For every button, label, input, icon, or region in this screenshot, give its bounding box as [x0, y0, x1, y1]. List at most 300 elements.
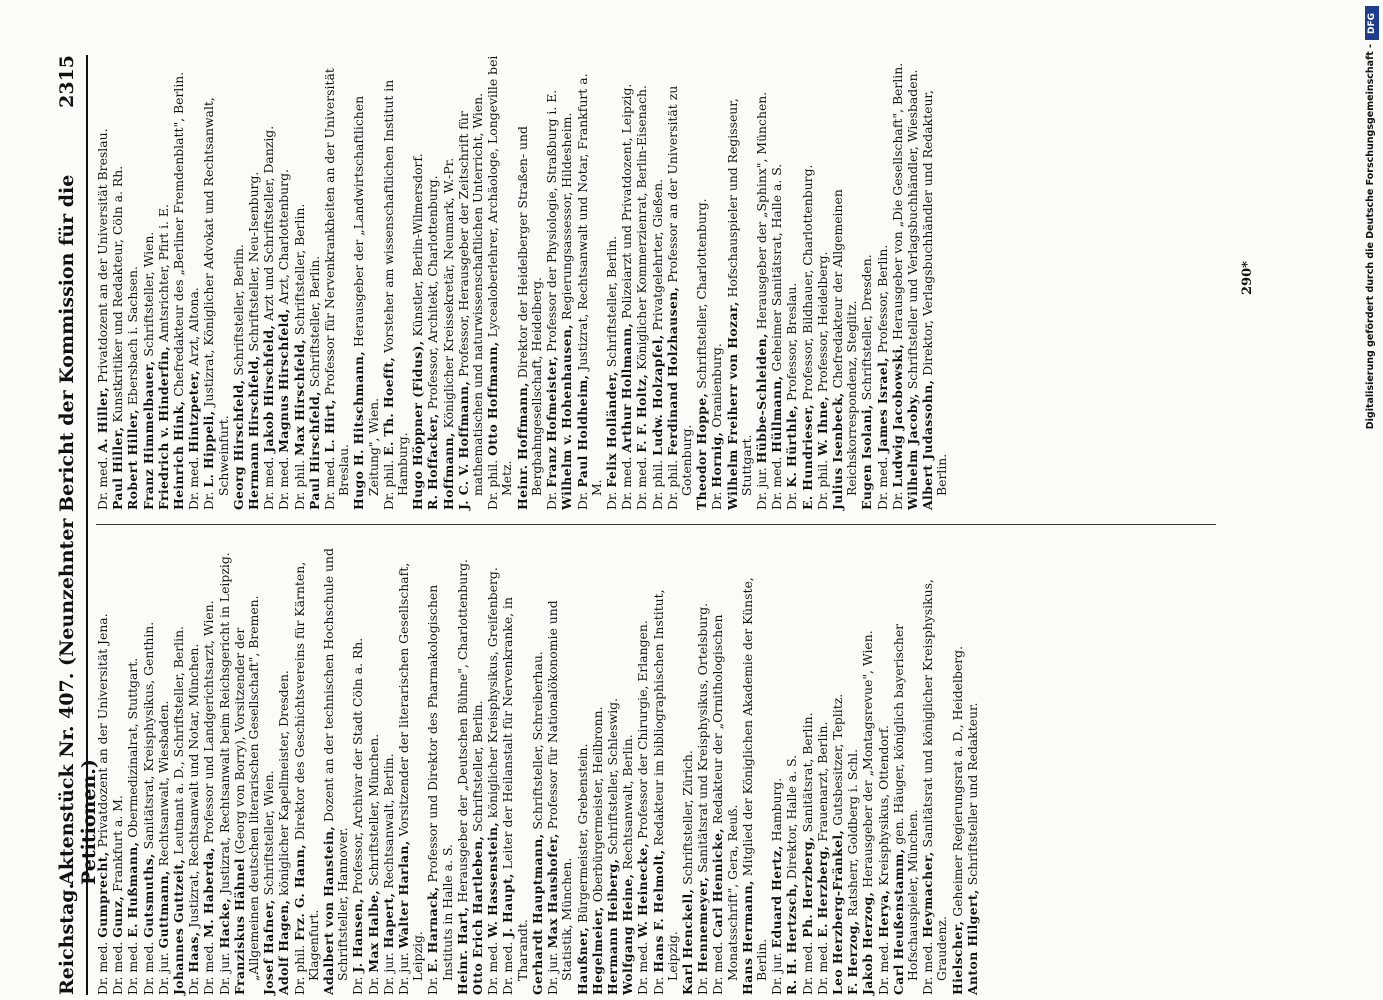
entry-title-prefix: Dr. phil. — [291, 459, 307, 510]
list-entry — [352, 55, 380, 510]
entry-name: Heinr. Hoffmann, — [514, 382, 530, 510]
list-entry — [755, 55, 769, 510]
entry-name: Paul Holdheim, — [574, 374, 590, 488]
entry-title-prefix: Dr. med. — [769, 456, 785, 510]
list-entry — [891, 55, 905, 510]
entry-description: Arzt und Schriftsteller, Danzig. — [261, 125, 277, 321]
list-entry — [876, 55, 890, 510]
entry-title-prefix: Dr. phil. — [664, 459, 680, 510]
entry-name: Gunz, — [110, 895, 126, 938]
entry-description: Schriftsteller und Redakteur. — [964, 702, 980, 886]
list-entry — [142, 540, 156, 995]
entry-name: Hornig, — [709, 431, 725, 488]
entry-description: Schriftsteller, Berlin. — [603, 235, 619, 368]
list-entry — [831, 55, 859, 510]
list-entry — [770, 540, 784, 995]
entry-name: James Israel, — [874, 357, 890, 453]
entry-title-prefix: Dr. med. — [201, 941, 217, 995]
entry-name: Walter Harlan, — [396, 840, 412, 949]
entry-name: A. Hiller, — [95, 386, 110, 453]
entry-name: Heinrich Hink, — [171, 400, 187, 510]
list-entry — [172, 540, 186, 995]
entry-name: Hielscher, — [949, 920, 965, 995]
entry-name: E. Harnack, — [425, 886, 441, 973]
entry-name: Robert Hiller, — [125, 409, 141, 510]
entry-name: J. Hansen, — [350, 898, 366, 973]
entry-name: M. Haberda, — [201, 847, 217, 938]
entry-description: Schriftsteller, Schreiberhau. — [529, 651, 545, 830]
entry-description: Ratsherr, Goldberg i. Schl. — [845, 748, 861, 917]
entry-title-prefix: Dr. — [425, 976, 441, 995]
entry-title-prefix: Dr. med. — [186, 456, 202, 510]
right-column — [96, 55, 951, 510]
entry-description: Direktor des Geschichtsvereins für Kärnten, Klagenfurt. — [291, 561, 321, 981]
entry-description: Vorsteher am wissenschaftlichen Institut in Hamburg. — [380, 79, 411, 496]
entry-description: Kreisphysikus, Ottendorf. — [875, 725, 891, 886]
entry-name: Hugo Höppner (Fidus), — [410, 340, 426, 510]
list-entry — [831, 540, 845, 995]
list-entry — [710, 55, 724, 510]
entry-title-prefix: Dr. — [365, 976, 381, 995]
entry-name: Hermann Heiberg, — [604, 858, 620, 995]
entry-title-prefix: Dr. — [186, 976, 202, 995]
entry-description: Professor, Berlin. — [874, 244, 890, 354]
entry-title-prefix: Dr. phil. — [485, 459, 501, 510]
list-entry — [397, 540, 425, 995]
entry-name: Eugen Isolani, — [859, 404, 875, 510]
entry-description: Professor der Chirurgie, Erlangen. — [635, 620, 651, 839]
entry-description: Privatdozent an der Universität Jena. — [95, 613, 110, 848]
entry-name: Frz. G. Hann, — [291, 844, 307, 941]
list-entry — [801, 55, 815, 510]
entry-description: Professor, Archivar der Stadt Cöln a. Rh. — [350, 637, 366, 895]
entry-title-prefix: Dr. — [544, 491, 560, 510]
list-entry — [576, 55, 604, 510]
list-entry — [860, 55, 874, 510]
entry-name: E. Hundrieser, — [799, 404, 815, 510]
header-title: Aktenstück Nr. 407. (Neunzehnter Bericht der Kommission für die Petitionen.) — [56, 174, 100, 885]
list-entry — [486, 540, 500, 995]
entry-title-prefix: Dr. med. — [110, 941, 126, 995]
list-entry — [277, 540, 291, 995]
entry-name: Gumprecht, — [95, 851, 110, 938]
entry-title-prefix: Dr. med. — [95, 456, 110, 510]
list-entry — [545, 55, 559, 510]
entry-description: Redakteur im bibliographischen Institut, Leipzig. — [650, 589, 680, 981]
list-entry — [921, 540, 949, 995]
list-entry — [426, 540, 454, 995]
left-column — [96, 540, 981, 995]
entry-description: Herausgeber von „Die Gesellschaft", Berlin. — [889, 62, 905, 340]
entry-name: Hüllmann, — [769, 375, 785, 453]
list-entry — [323, 55, 351, 510]
entry-title-prefix: Dr. — [650, 976, 666, 995]
entry-name: Anton Hilgert, — [964, 889, 980, 995]
entry-description: Herausgeber der „Sphinx", München. — [753, 91, 769, 330]
entry-name: Magnus Hirschfeld, — [276, 308, 292, 453]
entry-name: L. Hippeli, — [201, 410, 217, 488]
list-entry — [606, 540, 620, 995]
entry-description: Schriftsteller und Verlagsbuchhändler, Wiesbaden. — [904, 69, 920, 390]
entry-description: Professor für Nervenkrankheiten an der Universität Breslau. — [322, 68, 352, 496]
entry-name: Otto Hoffmann, — [485, 341, 501, 456]
entry-name: L. Hirt, — [322, 399, 338, 453]
entry-name: Georg Hirschfeld, — [230, 379, 246, 510]
entry-description: Königlicher Kreissekretär, Neumark, W.-Pr. — [440, 157, 456, 429]
entry-name: Ludw. Holzapfel, — [649, 334, 665, 456]
entry-description: Leiter der Heilanstalt für Nervenkranke, in Tharandt. — [500, 597, 530, 981]
list-entry — [591, 540, 605, 995]
entry-description: Gutsbesitzer, Teplitz. — [829, 693, 845, 826]
entry-description: Vorsitzender der literarischen Gesellschaft, Leipzig. — [396, 562, 426, 981]
entry-description: Herausgeber der „Landwirtschaftlichen Zeitung", Wien. — [351, 95, 381, 496]
list-entry — [621, 540, 635, 995]
entry-description: Professor, Architekt, Charlottenburg. — [425, 175, 441, 410]
entry-name: Theodor Hoppe, — [694, 392, 710, 510]
entry-name: W. Heinecke, — [635, 842, 651, 938]
entry-description: Rechtsanwalt, Wiesbaden. — [155, 700, 171, 867]
entry-description: Chefredakteur der Allgemeinen Reichskorrespondenz, Steglitz. — [829, 189, 860, 496]
entry-name: Jakob Herzog, — [860, 891, 876, 995]
list-entry — [546, 540, 574, 995]
entry-name: Hacke, — [216, 897, 232, 949]
list-entry — [711, 540, 739, 995]
entry-name: E. Herzberg, — [814, 845, 830, 938]
list-entry — [111, 55, 125, 510]
list-entry — [696, 540, 710, 995]
entry-name: Johannes Guttzeit, — [171, 858, 187, 995]
list-entry — [695, 55, 709, 510]
list-entry — [457, 55, 485, 510]
entry-description: Lycealoberlehrer, Archäologe, Longeville bei Metz. — [485, 55, 515, 496]
entry-description: Justizrat, Rechtsanwalt und Notar, München. — [186, 643, 202, 928]
entry-title-prefix: Dr. med. — [322, 456, 338, 510]
entry-name: Eduard Hertz, — [769, 845, 785, 949]
entry-name: Wilhelm v. Hohenhausen, — [559, 323, 575, 510]
list-entry — [126, 540, 140, 995]
entry-name: W. Hassenstein, — [485, 821, 501, 938]
list-entry — [966, 540, 980, 995]
entry-name: Paul Hirschfeld, — [306, 391, 322, 510]
entry-name: Hegelmeier, — [589, 906, 605, 995]
entry-name: Julius Isenbeck, — [829, 392, 845, 510]
entry-name: Friedrich v. Hinderfin, — [155, 345, 171, 510]
list-entry — [367, 540, 381, 995]
entry-name: Gerhardt Hauptmann, — [529, 833, 545, 995]
list-entry — [232, 55, 246, 510]
entry-title-prefix: Dr. — [709, 491, 725, 510]
list-entry — [262, 540, 276, 995]
list-entry — [652, 540, 680, 995]
list-entry — [861, 540, 875, 995]
entry-title-prefix: Dr. med. — [485, 941, 501, 995]
entry-title-prefix: Dr. med. — [500, 941, 516, 995]
entry-description: Professor an der Universität zu Gotenburg. — [664, 85, 694, 496]
entry-name: Ferdinand Holzhausen, — [664, 286, 680, 456]
entry-name: Albert Judassohn, — [920, 379, 936, 510]
list-entry — [801, 540, 815, 995]
entry-title-prefix: Dr. — [603, 491, 619, 510]
entry-description: Justizrat, Rechtsanwalt und Notar, Frankfurt a. M. — [574, 73, 604, 496]
list-entry — [816, 55, 830, 510]
entry-description: Direktor, Verlagsbuchhändler und Redakteur, Berlin. — [920, 90, 950, 496]
list-entry — [681, 540, 695, 995]
list-entry — [293, 55, 307, 510]
entry-description: Schriftsteller, Berlin. — [291, 203, 307, 336]
list-entry — [96, 540, 110, 995]
entry-name: J. C. V. Hoffmann, — [455, 380, 471, 510]
entry-title-prefix: Dr. med. — [799, 941, 815, 995]
entry-name: Franz Himmelbauer, — [140, 360, 156, 510]
entry-description: Schriftsteller, Berlin. — [306, 255, 322, 388]
entry-title-prefix: Dr. — [889, 491, 905, 510]
list-entry — [126, 55, 140, 510]
dfg-credit-text: Digitalisierung gefördert durch die Deutsche Forschungsgemeinschaft - — [1365, 44, 1376, 430]
entry-description: Privatgelehrter, Gießen. — [649, 178, 665, 331]
entry-name: Felix Holländer, — [603, 371, 619, 488]
entry-name: J. Haupt, — [500, 873, 516, 938]
entry-name: Leo Herzberg-Fränkel, — [829, 829, 845, 995]
column-divider — [96, 524, 1216, 525]
entry-name: Hennemeyer, — [695, 876, 711, 973]
entry-title-prefix: Dr. phil. — [291, 944, 307, 995]
list-entry — [322, 540, 350, 995]
entry-name: Adalbert von Hanstein, — [321, 825, 337, 995]
entry-name: Ludwig Jacobowski, — [889, 343, 905, 488]
entry-title-prefix: Dr. jur. — [216, 952, 232, 995]
entry-description: Geheimer Regierungsrat a. D., Heidelberg. — [949, 645, 965, 917]
entry-name: Haußner, — [574, 926, 590, 995]
entry-title-prefix: Dr. jur. — [155, 952, 171, 995]
entry-name: R. Hoffacker, — [425, 413, 441, 510]
entry-name: Heinr. Hart, — [454, 906, 470, 995]
entry-name: Hapert, — [380, 892, 396, 949]
entry-description: Arzt, Altona. — [186, 287, 202, 367]
entry-name: F. F. Holtz, — [634, 373, 650, 453]
entry-title-prefix: Dr. jur. — [396, 952, 412, 995]
list-entry — [218, 540, 232, 995]
entry-title-prefix: Dr. phil. — [814, 459, 830, 510]
entry-description: (Georg von Borry), Vorsitzender der „Allgemeinen deutschen literarischen Gesellschaft", Bremen. — [231, 595, 262, 981]
entry-name: Karl Henckell, — [679, 888, 695, 995]
list-entry — [921, 55, 949, 510]
entry-description: Polizeiarzt und Privatdozent, Leipzig. — [619, 83, 635, 319]
entry-description: Justizrat, Königlicher Advokat und Rechtsanwalt, Schweinfurt. — [201, 97, 231, 496]
list-entry — [187, 55, 201, 510]
entry-description: Schriftsteller, Wien. — [140, 231, 156, 357]
entry-title-prefix: Dr. med. — [634, 456, 650, 510]
entry-name: Hans F. Helmolt, — [650, 849, 666, 973]
entry-description: Professor, Heidelberg. — [814, 251, 830, 393]
list-entry — [951, 540, 965, 995]
entry-description: Mitglied der Königlichen Akademie der Künste, Berlin. — [739, 577, 769, 981]
entry-name: Hermann Hirschfeld, — [246, 355, 262, 510]
entry-title-prefix: Dr. — [784, 491, 800, 510]
entry-description: Schriftsteller, Dresden. — [859, 254, 875, 401]
entry-description: Bürgermeister, Grebenstein. — [574, 743, 590, 923]
entry-description: Arzt, Charlottenburg. — [276, 169, 292, 305]
entry-name: Josef Hafner, — [261, 899, 277, 995]
list-entry — [426, 55, 440, 510]
entry-description: Sanitätsrat und Kreisphysikus, Ortelsburg. — [695, 602, 711, 873]
entry-title-prefix: Dr. med. — [710, 941, 726, 995]
entry-title-prefix: Dr. jur. — [753, 467, 769, 510]
list-entry — [816, 540, 830, 995]
list-entry — [531, 540, 545, 995]
entry-description: Direktor der Heidelberger Straßen- und Bergbahngesellschaft, Heidelberg. — [514, 126, 544, 496]
entry-title-prefix: Dr. med. — [125, 941, 141, 995]
entry-name: Heymacher, — [920, 851, 936, 938]
list-entry — [293, 540, 321, 995]
entry-name: Max Haushofer, — [545, 833, 561, 949]
entry-title-prefix: Dr. med. — [619, 456, 635, 510]
list-entry — [726, 55, 754, 510]
entry-description: Kunstkritiker und Redakteur, Cöln a. Rh. — [110, 165, 126, 423]
entry-description: Redakteur der „Ornithologischen Monatsschrift", Gera, Reuß. — [710, 614, 740, 981]
entry-name: Gutsmuths, — [140, 853, 156, 938]
entry-description: Professor und Landgerichtsarzt, Wien. — [201, 600, 217, 844]
entry-description: Sanitätsrat, Berlin. — [799, 712, 815, 833]
entry-description: Schriftsteller, Berlin. — [470, 700, 486, 832]
entry-description: Justizrat, Rechtsanwalt beim Reichsgericht in Leipzig. — [216, 552, 232, 894]
entry-name: Hoffmann, — [440, 432, 456, 510]
list-entry — [142, 55, 156, 510]
entry-description: Professor für Nationalökonomie und Statistik, München. — [545, 600, 575, 981]
entry-title-prefix: Dr. med. — [95, 941, 110, 995]
entry-name: Otto Erich Hartleben, — [470, 835, 486, 995]
entry-name: E. Hußmann, — [125, 841, 141, 938]
entry-title-prefix: Dr. jur. — [769, 952, 785, 995]
entry-description: Geheimer Sanitätsrat, Halle a. S. — [769, 163, 785, 372]
entry-description: königlicher Kreisphysikus, Greifenberg. — [485, 567, 501, 818]
entry-description: Sanitätsrat und königlicher Kreisphysikus, Graudenz. — [920, 579, 950, 981]
entry-title-prefix: Dr. jur. — [380, 952, 396, 995]
list-entry — [382, 540, 396, 995]
entry-title-prefix: Dr. — [201, 491, 217, 510]
entry-name: Jakob Hirschfeld, — [261, 324, 277, 453]
list-entry — [351, 540, 365, 995]
list-entry — [172, 55, 186, 510]
list-entry — [501, 540, 529, 995]
entry-description: Herausgeber der „Deutschen Bühne", Charlottenburg. — [454, 559, 470, 903]
entry-description: Ebersbach i. Sachsen. — [125, 266, 141, 406]
entry-title-prefix: Dr. med. — [814, 941, 830, 995]
entry-name: Wilhelm Freiherr von Hozar, — [724, 301, 740, 510]
entry-name: E. Th. Hoefft, — [380, 356, 396, 456]
entry-description: Hofschauspieler und Regisseur, Stuttgart. — [724, 98, 754, 496]
entry-description: Direktor, Halle a. S. — [784, 754, 800, 880]
dfg-credit — [1365, 6, 1381, 996]
entry-description: Schriftsteller, München. — [365, 733, 381, 886]
entry-title-prefix: Dr. med. — [875, 941, 891, 995]
list-entry — [636, 540, 650, 995]
entry-description: Königlicher Kommerzienrat, Berlin-Eisenach. — [634, 85, 650, 370]
list-entry — [741, 540, 769, 995]
entry-name: Hans Hermann, — [739, 880, 755, 995]
entry-description: Professor und Direktor des Pharmakologischen Instituts in Halle a. S. — [425, 584, 455, 981]
entry-name: Hübbe-Schleiden, — [753, 333, 769, 464]
entry-title-prefix: Dr. jur. — [545, 952, 561, 995]
list-entry — [262, 55, 276, 510]
list-entry — [785, 55, 799, 510]
list-entry — [576, 540, 590, 995]
entry-description: Oranienburg. — [709, 343, 725, 428]
list-entry — [471, 540, 485, 995]
entry-name: Haas, — [186, 931, 202, 973]
list-entry — [770, 55, 784, 510]
entry-description: Privatdozent an der Universität Breslau. — [95, 128, 110, 383]
entry-description: Professor, Bildhauer, Charlottenburg. — [799, 164, 815, 401]
list-entry — [277, 55, 291, 510]
entry-name: W. Ihne, — [814, 396, 830, 456]
entry-description: Regierungsassessor, Hildesheim. — [559, 112, 575, 321]
list-entry — [308, 55, 322, 510]
page-header — [50, 55, 100, 995]
entry-description: Dozent an der technischen Hochschule und Schriftsteller, Hannover. — [321, 548, 351, 981]
entry-title-prefix: Dr. med. — [635, 941, 651, 995]
entry-description: Rechtsanwalt, Berlin. — [380, 753, 396, 889]
list-entry — [382, 55, 410, 510]
list-entry — [187, 540, 201, 995]
list-entry — [877, 540, 891, 995]
list-entry — [651, 55, 665, 510]
list-entry — [157, 540, 171, 995]
entry-description: Schriftsteller, Wien. — [261, 770, 277, 896]
list-entry — [96, 55, 110, 510]
entry-name: Hintzpeter, — [186, 370, 202, 453]
list-entry — [892, 540, 920, 995]
entry-name: Hugo H. Hitschmann, — [351, 350, 367, 510]
list-entry — [111, 540, 125, 995]
entry-description: Sanitätsrat, Kreisphysikus, Genthin. — [140, 621, 156, 850]
list-entry — [785, 540, 799, 995]
entry-name: Max Halbe, — [365, 889, 381, 973]
list-entry — [560, 55, 574, 510]
dfg-logo: DFG — [1365, 6, 1379, 40]
entry-description: Schriftsteller, Zürich. — [679, 750, 695, 885]
entry-description: Schriftsteller, Charlottenburg. — [694, 198, 710, 389]
entry-description: Obermedizinalrat, Stuttgart. — [125, 657, 141, 838]
entry-description: gen. Häuger, königlich bayerischer Hofschauspieler, München. — [890, 623, 920, 981]
list-entry — [516, 55, 544, 510]
entry-description: Schriftsteller, Berlin. — [230, 244, 246, 376]
list-entry — [906, 55, 920, 510]
entry-title-prefix: Dr. — [350, 976, 366, 995]
entry-description: Schriftsteller, Schleswig. — [604, 697, 620, 855]
entry-title-prefix: Dr. phil. — [649, 459, 665, 510]
entry-name: Carl Heußenstamm, — [890, 848, 906, 995]
entry-name: Ph. Herzberg, — [799, 836, 815, 938]
list-entry — [442, 55, 456, 510]
list-entry — [605, 55, 619, 510]
entry-description: Frankfurt a. M. — [110, 795, 126, 892]
entry-name: Guttmann, — [155, 870, 171, 949]
entry-description: Professor der Physiologie, Straßburg i. E. — [544, 89, 560, 352]
entry-name: Adolf Hagen, — [276, 899, 292, 995]
entry-description: Oberbürgermeister, Heilbronn. — [589, 706, 605, 903]
list-entry — [202, 540, 216, 995]
entry-name: Paul Hiller, — [110, 426, 126, 510]
list-entry — [411, 55, 425, 510]
entry-description: Frauenarzt, Berlin. — [814, 721, 830, 842]
entry-description: Künstler, Berlin-Wilmersdorf. — [410, 153, 426, 337]
entry-name: Franz Hofmeister, — [544, 355, 560, 488]
entry-title-prefix: Dr. med. — [874, 456, 890, 510]
document-page — [50, 55, 1290, 995]
entry-name: R. H. Hertzsch, — [784, 883, 800, 995]
entry-description: Hamburg. — [769, 777, 785, 842]
entry-name: Arthur Hollmann, — [619, 322, 635, 453]
